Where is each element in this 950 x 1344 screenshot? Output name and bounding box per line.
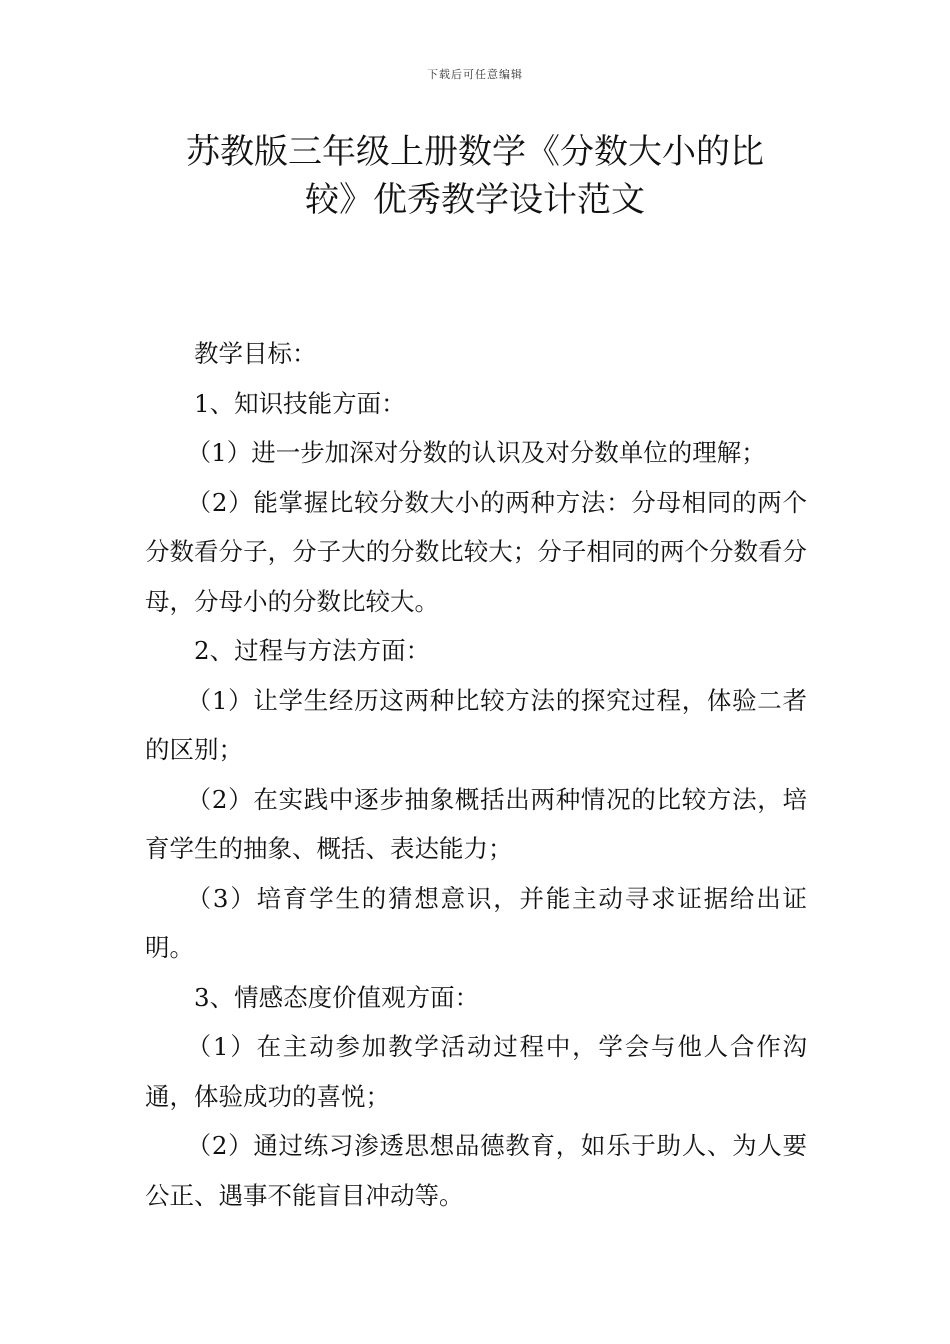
goal-item: （2）在实践中逐步抽象概括出两种情况的比较方法，培育学生的抽象、概括、表达能力； — [145, 784, 807, 863]
document-title-line-1: 苏教版三年级上册数学《分数大小的比 — [186, 132, 764, 172]
page-header-note: 下载后可任意编辑 — [427, 68, 523, 81]
document-body — [145, 329, 807, 1220]
section-heading-process-methods: 2、过程与方法方面： — [194, 636, 431, 665]
document-title — [140, 128, 810, 224]
goal-item: （3）培育学生的猜想意识，并能主动寻求证据给出证明。 — [145, 883, 807, 962]
goal-item: （1）让学生经历这两种比较方法的探究过程，体验二者的区别； — [145, 685, 807, 764]
goal-item: （2）能掌握比较分数大小的两种方法：分母相同的两个分数看分子，分子大的分数比较大；分子相同的两个分数看分母，分母小的分数比较大。 — [145, 487, 807, 616]
goal-item: （1）在主动参加教学活动过程中，学会与他人合作沟通，体验成功的喜悦； — [145, 1032, 807, 1111]
goal-item: （1）进一步加深对分数的认识及对分数单位的理解； — [186, 438, 766, 467]
goal-item: （2）通过练习渗透思想品德教育，如乐于助人、为人要公正、遇事不能盲目冲动等。 — [145, 1131, 807, 1210]
section-heading-emotion-values: 3、情感态度价值观方面： — [194, 982, 480, 1012]
document-title-line-2: 较》优秀教学设计范文 — [305, 180, 645, 220]
section-heading-knowledge-skills: 1、知识技能方面： — [194, 388, 406, 418]
section-heading-teaching-goals: 教学目标： — [194, 339, 317, 368]
